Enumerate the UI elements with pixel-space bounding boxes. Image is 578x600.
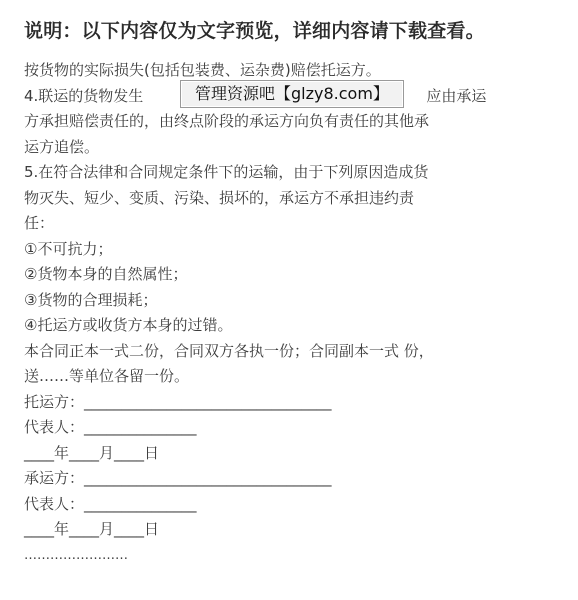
shipper-date-line: ____年____月____日: [24, 443, 160, 462]
text-line: 5.在符合法律和合同规定条件下的运输，由于下列原因造成货: [24, 163, 429, 181]
list-item: ①不可抗力；: [24, 239, 113, 258]
list-item: ②货物本身的自然属性；: [24, 265, 188, 283]
text-line: 物灭失、短少、变质、污染、损坏的，承运方不承担违约责: [24, 188, 415, 207]
list-item: ③货物的合理损耗；: [24, 290, 158, 309]
text-fragment: 应由承运: [426, 86, 487, 105]
preview-notice: 说明：以下内容仅为文字预览，详细内容请下载查看。: [24, 20, 485, 42]
text-fragment: 4.联运的货物发生: [24, 86, 144, 105]
text-line: 按货物的实际损失(包括包装费、运杂费)赔偿托运方。: [24, 61, 381, 79]
document-body: [24, 58, 554, 568]
list-item: ④托运方或收货方本身的过错。: [24, 316, 233, 334]
text-line: 运方追偿。: [24, 137, 100, 156]
shipper-representative-line: 代表人：_______________: [24, 418, 197, 436]
shipper-signature-line: 托运方：_________________________________: [24, 392, 332, 411]
text-line: 方承担赔偿责任的，由终点阶段的承运方向负有责任的其他承: [24, 112, 430, 130]
text-line: 任：: [24, 214, 55, 232]
carrier-date-line: ____年____月____日: [24, 520, 160, 538]
ellipsis-line: ……………………: [24, 547, 128, 563]
watermark-banner: 管理资源吧【glzy8.com】: [180, 80, 404, 108]
text-line: 送……等单位各留一份。: [24, 367, 190, 385]
carrier-representative-line: 代表人：_______________: [24, 494, 197, 513]
carrier-signature-line: 承运方：_________________________________: [24, 469, 332, 487]
text-line: 本合同正本一式二份，合同双方各执一份；合同副本一式 份，: [24, 341, 434, 360]
